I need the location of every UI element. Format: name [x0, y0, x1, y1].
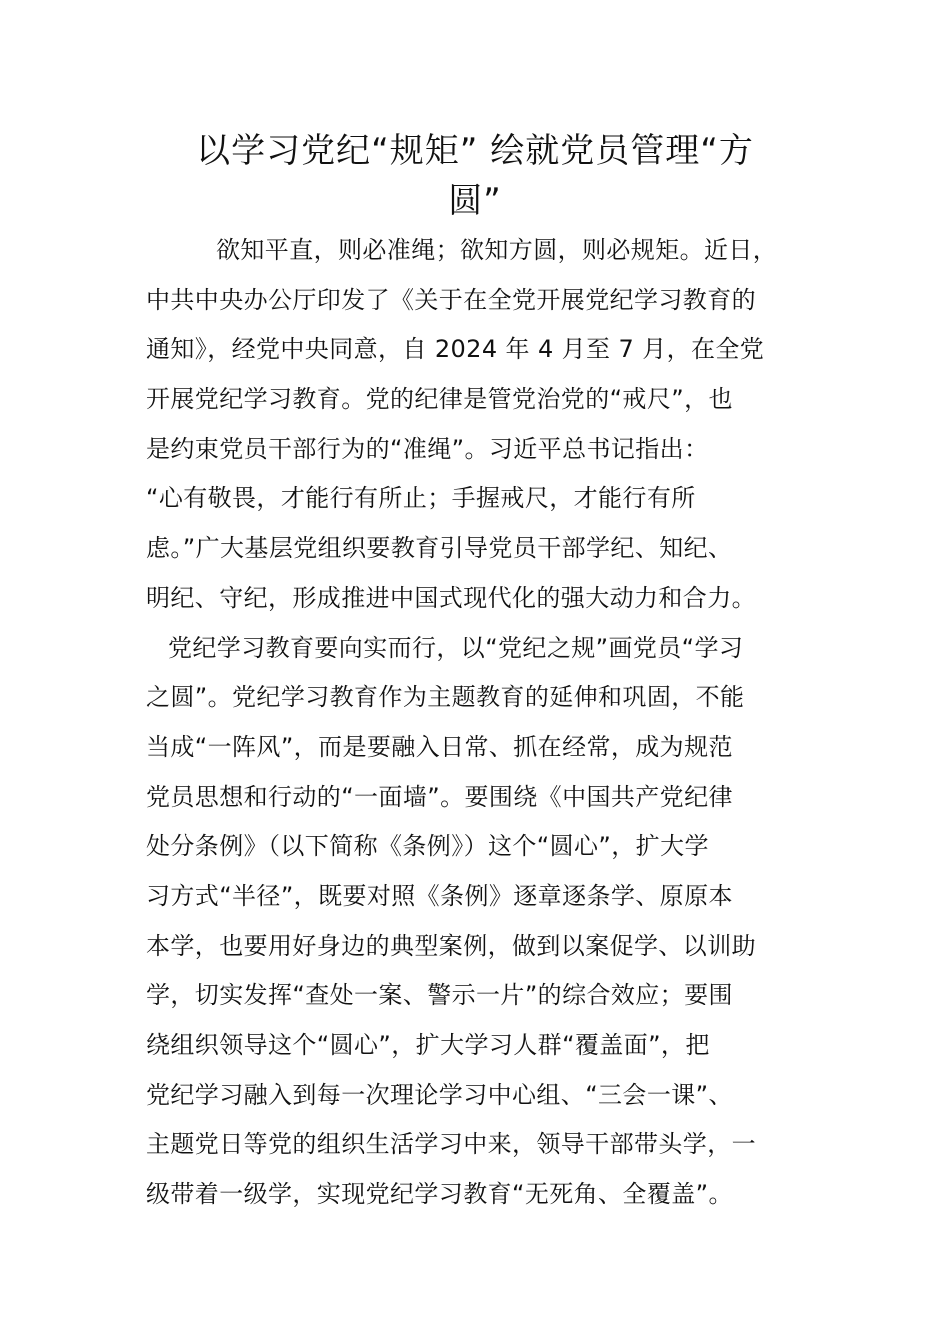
text-line: 学，切实发挥“查处一案、警示一片”的综合效应；要围	[146, 981, 733, 1010]
title-line-1: 以学习党纪“规矩” 绘就党员管理“方	[196, 131, 754, 171]
text-line: 当成“一阵风”，而是要融入日常、抓在经常，成为规范	[146, 732, 733, 761]
document-title	[140, 126, 810, 226]
text-line: 党纪学习融入到每一次理论学习中心组、“三会一课”、	[146, 1080, 733, 1109]
text-line: 欲知平直，则必准绳；欲知方圆，则必规矩。近日，	[216, 236, 778, 264]
text-line: 级带着一级学，实现党纪学习教育“无死角、全覆盖”。	[146, 1180, 733, 1209]
text-line: 开展党纪学习教育。党的纪律是管党治党的“戒尺”，也	[146, 385, 733, 414]
text-line: 虑。”广大基层党组织要教育引导党员干部学纪、知纪、	[146, 534, 733, 563]
text-line: 绕组织领导这个“圆心”，扩大学习人群“覆盖面”，把	[146, 1031, 710, 1059]
text-line: 处分条例》（以下简称《条例》）这个“圆心”，扩大学	[146, 832, 709, 861]
text-line: 明纪、守纪，形成推进中国式现代化的强大动力和合力。	[146, 583, 756, 612]
text-line: 本学，也要用好身边的典型案例，做到以案促学、以训助	[146, 931, 756, 960]
text-line: 党纪学习教育要向实而行，以“党纪之规”画党员“学习	[168, 633, 744, 662]
text-line: 之圆”。党纪学习教育作为主题教育的延伸和巩固，不能	[146, 683, 745, 712]
text-line: “心有敬畏，才能行有所止；手握戒尺，才能行有所	[146, 484, 696, 513]
text-line: 主题党日等党的组织生活学习中来，领导干部带头学，一	[146, 1130, 756, 1159]
text-line: 中共中央办公厅印发了《关于在全党开展党纪学习教育的	[146, 285, 756, 314]
text-line: 通知》，经党中央同意，自 2024 年 4 月至 7 月，在全党	[146, 335, 765, 364]
text-line: 党员思想和行动的“一面墙”。要围绕《中国共产党纪律	[146, 782, 733, 811]
document-body	[146, 226, 810, 1220]
text-line: 是约束党员干部行为的“准绳”。习近平总书记指出：	[146, 434, 709, 463]
text-line: 习方式“半径”，既要对照《条例》逐章逐条学、原原本	[146, 881, 733, 910]
title-line-2: 圆”	[448, 181, 502, 221]
